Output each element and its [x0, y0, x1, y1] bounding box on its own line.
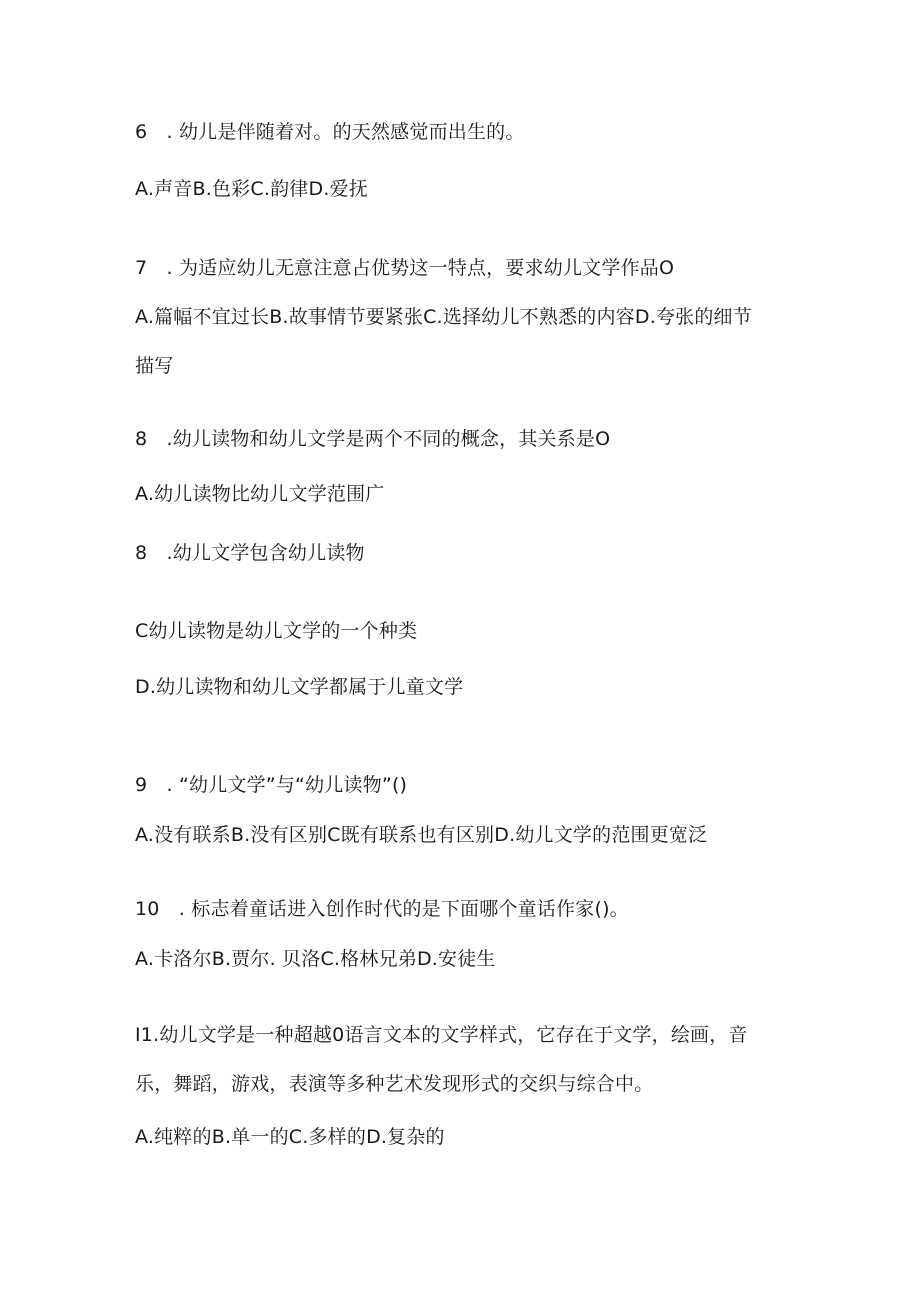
question-6-options: A.声音B.色彩C.韵律D.爱抚 — [135, 178, 368, 200]
question-11-options: A.纯粹的B.单一的C.多样的D.复杂的 — [135, 1126, 445, 1148]
question-11-stem-continued: 乐，舞蹈，游戏，表演等多种艺术发现形式的交织与综合中。 — [135, 1073, 654, 1095]
question-8-option-b: 8 .幼儿文学包含幼儿读物 — [135, 542, 365, 564]
question-7-options-continued: 描写 — [135, 355, 174, 377]
question-8-option-d: D.幼儿读物和幼儿文学都属于儿童文学 — [135, 676, 464, 698]
question-9-options: A.没有联系B.没有区别C既有联系也有区别D.幼儿文学的范围更宽泛 — [135, 824, 708, 846]
question-11-stem: I1.幼儿文学是一种超越0语言文本的文学样式，它存在于文学，绘画，音 — [135, 1024, 748, 1046]
question-8-option-c: C幼儿读物是幼儿文学的一个种类 — [135, 620, 418, 642]
question-7-options: A.篇幅不宜过长B.故事情节要紧张C.选择幼儿不熟悉的内容D.夸张的细节 — [135, 306, 752, 328]
question-9-stem: 9 . “幼儿文学”与“幼儿读物”() — [135, 774, 408, 796]
question-7-stem: 7 . 为适应幼儿无意注意占优势这一特点，要求幼儿文学作品O — [135, 257, 675, 279]
question-6-stem: 6 . 幼儿是伴随着对。的天然感觉而出生的。 — [135, 121, 525, 143]
question-8-stem: 8 .幼儿读物和幼儿文学是两个不同的概念，其关系是O — [135, 428, 611, 450]
question-10-stem: 10 . 标志着童话进入创作时代的是下面哪个童话作家()。 — [135, 898, 629, 920]
question-10-options: A.卡洛尔B.贾尔. 贝洛C.格林兄弟D.安徒生 — [135, 948, 496, 970]
question-8-option-a: A.幼儿读物比幼儿文学范围广 — [135, 483, 385, 505]
